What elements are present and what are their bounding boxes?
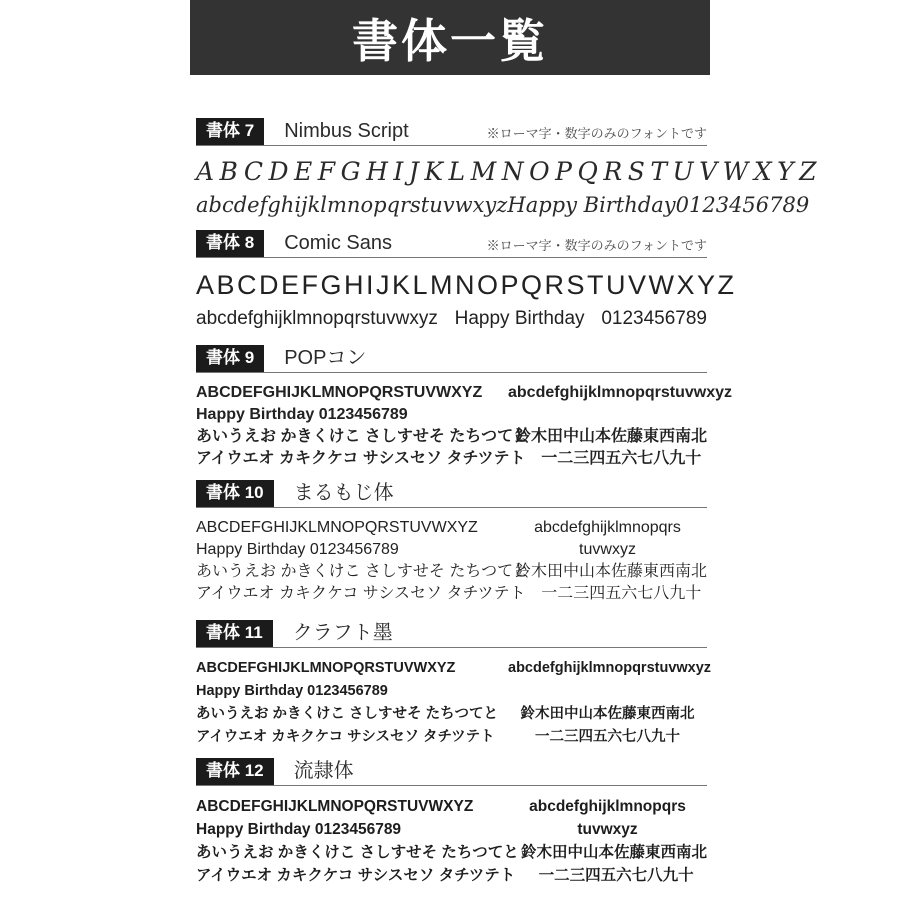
section-header xyxy=(196,480,707,508)
sample-cell: Happy Birthday 0123456789 xyxy=(196,683,388,699)
section-title: Nimbus Script xyxy=(284,120,409,142)
section-header xyxy=(196,118,707,146)
section-header xyxy=(196,620,707,648)
sample-cell: tuvwxyz xyxy=(577,821,638,838)
font-sample xyxy=(196,795,707,887)
sample-cell: アイウエオ カキクケコ サシスセソ タチツテト xyxy=(196,450,526,467)
sample-cell: 鈴木田中山本佐藤東西南北 xyxy=(520,844,707,861)
sample-cell: 0123456789 xyxy=(675,193,810,217)
sample-row xyxy=(196,303,707,335)
font-sample xyxy=(196,267,737,335)
section-note: ※ローマ字・数字のみのフォントです xyxy=(486,126,707,141)
section-font-7 xyxy=(196,118,823,221)
sample-cell: 一二三四五六七八九十 xyxy=(541,585,702,602)
font-sample xyxy=(196,155,823,221)
sample-cell: Happy Birthday 0123456789 xyxy=(196,406,408,423)
sample-cell: abcdefghijklmnopqrstuvwxyz xyxy=(508,384,733,401)
page-title-bar xyxy=(190,0,710,75)
sample-cell: abcdefghijklmnopqrs xyxy=(534,519,681,536)
section-font-12 xyxy=(196,758,707,887)
sample-row xyxy=(196,726,707,749)
sample-cell: 0123456789 xyxy=(601,308,707,329)
section-title: まるもじ体 xyxy=(293,482,394,504)
sample-cell: 鈴木田中山本佐藤東西南北 xyxy=(514,428,707,445)
sample-cell: Happy Birthday 0123456789 xyxy=(196,541,399,558)
sample-row xyxy=(196,657,712,680)
sample-row xyxy=(196,539,707,561)
section-title: Comic Sans xyxy=(284,232,392,254)
sample-cell: あいうえお かきくけこ さしすせそ たちつてと xyxy=(196,706,498,722)
sample-row xyxy=(196,189,810,221)
section-title: POPコン xyxy=(284,347,367,369)
sample-cell: abcdefghijklmnopqrstuvwxyz xyxy=(196,193,508,217)
sample-cell: 一二三四五六七八九十 xyxy=(535,729,680,745)
font-sample xyxy=(196,517,707,605)
section-badge: 書体 11 xyxy=(196,620,273,647)
sample-cell: Happy Birthday xyxy=(507,193,676,217)
sample-cell: ABCDEFGHIJKLMNOPQRSTUVWXYZ xyxy=(196,660,456,676)
sample-cell: ABCDEFGHIJKLMNOPQRSTUVWXYZ xyxy=(196,798,474,815)
section-note: ※ローマ字・数字のみのフォントです xyxy=(486,238,707,253)
sample-row xyxy=(196,267,737,303)
section-font-9 xyxy=(196,345,733,470)
sample-row xyxy=(196,703,707,726)
sample-row xyxy=(196,680,707,703)
sample-row xyxy=(196,864,707,887)
section-font-8 xyxy=(196,230,737,335)
sample-row xyxy=(196,448,707,470)
sample-cell: tuvwxyz xyxy=(579,541,636,558)
sample-cell: アイウエオ カキクケコ サシスセソ タチツテト xyxy=(196,585,526,602)
section-font-11 xyxy=(196,620,712,749)
sample-cell: 一二三四五六七八九十 xyxy=(538,867,694,884)
section-badge: 書体 8 xyxy=(196,230,264,257)
section-font-10 xyxy=(196,480,707,605)
sample-cell: ABCDEFGHIJKLMNOPQRSTUVWXYZ xyxy=(196,384,483,401)
sample-cell: 一二三四五六七八九十 xyxy=(541,450,702,467)
section-badge: 書体 7 xyxy=(196,118,264,145)
sample-cell: abcdefghijklmnopqrstuvwxyz xyxy=(508,660,712,676)
font-sample xyxy=(196,382,733,470)
sample-cell: あいうえお かきくけこ さしすせそ たちつてと xyxy=(196,844,519,861)
sample-cell: あいうえお かきくけこ さしすせそ たちつてと xyxy=(196,428,530,445)
sample-row xyxy=(196,404,707,426)
sample-cell: アイウエオ カキクケコ サシスセソ タチツテト xyxy=(196,867,516,884)
section-title: 流隷体 xyxy=(293,760,354,782)
sample-row xyxy=(196,155,823,189)
sample-cell: ABCDEFGHIJKLMNOPQRSTUVWXYZ xyxy=(196,270,737,300)
section-title: クラフト墨 xyxy=(292,622,393,644)
sample-row xyxy=(196,426,707,448)
section-badge: 書体 12 xyxy=(196,758,274,785)
sample-row xyxy=(196,517,707,539)
sample-row xyxy=(196,818,707,841)
sample-row xyxy=(196,583,707,605)
font-sample xyxy=(196,657,712,749)
sample-row xyxy=(196,561,707,583)
sample-cell: 鈴木田中山本佐藤東西南北 xyxy=(520,706,695,722)
sample-row xyxy=(196,841,707,864)
section-header xyxy=(196,230,707,258)
sample-cell: ABCDEFGHIJKLMNOPQRSTUVWXYZ xyxy=(196,519,478,536)
page-title: 書体一覧 xyxy=(352,14,548,67)
sample-row xyxy=(196,382,733,404)
section-badge: 書体 9 xyxy=(196,345,264,372)
sample-cell: abcdefghijklmnopqrstuvwxyz xyxy=(196,308,438,329)
sample-cell: abcdefghijklmnopqrs xyxy=(529,798,686,815)
sample-row xyxy=(196,795,707,818)
section-header xyxy=(196,758,707,786)
sample-cell: あいうえお かきくけこ さしすせそ たちつてと xyxy=(196,563,530,580)
sample-cell: アイウエオ カキクケコ サシスセソ タチツテト xyxy=(196,729,495,745)
sample-cell: Happy Birthday xyxy=(454,308,585,329)
sample-cell: Happy Birthday 0123456789 xyxy=(196,821,402,838)
section-header xyxy=(196,345,707,373)
sample-cell: ABCDEFGHIJKLMNOPQRSTUVWXYZ xyxy=(196,157,823,186)
sample-cell: 鈴木田中山本佐藤東西南北 xyxy=(514,563,707,580)
section-badge: 書体 10 xyxy=(196,480,274,507)
